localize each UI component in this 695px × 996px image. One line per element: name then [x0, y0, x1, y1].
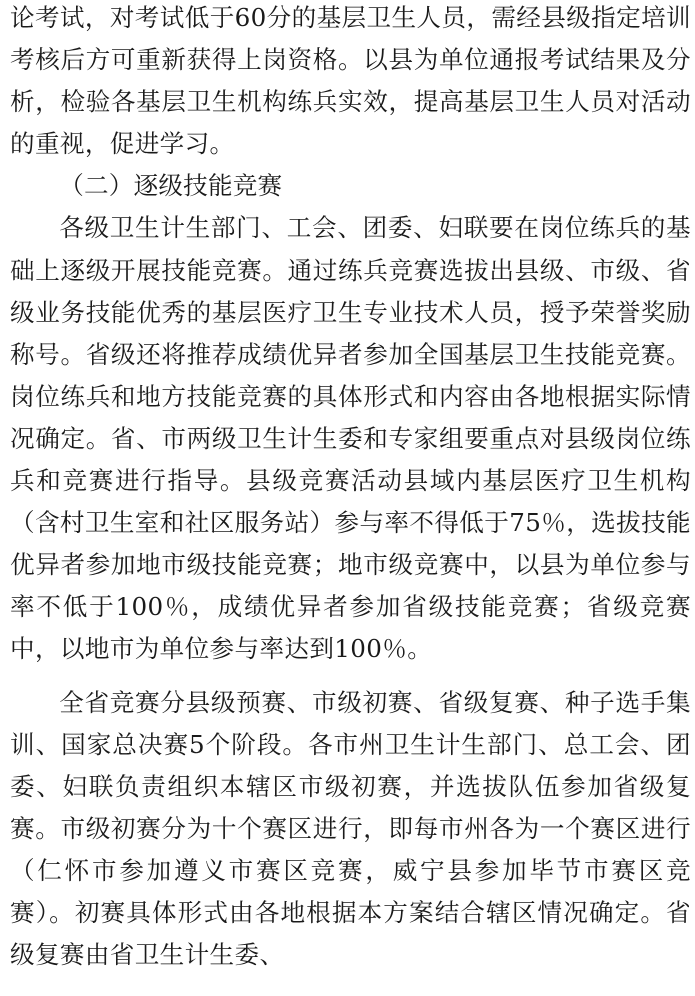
paragraph-competition-overview: 各级卫生计生部门、工会、团委、妇联要在岗位练兵的基础上逐级开展技能竞赛。通过练兵竞赛选拔出县级、市级、省级业务技能优秀的基层医疗卫生专业技术人员，授予荣誉奖励称号。省级还将推荐成绩优异者参加全国基层卫生技能竞赛。岗位练兵和地方技能竞赛的具体形式和内容由各地根据实际情况确定。省、市两级卫生计生委和专家组要重点对县级岗位练兵和竞赛进行指导。县级竞赛活动县域内基层医疗卫生机构（含村卫生室和社区服务站）参与率不得低于75％，选拔技能优异者参加地市级技能竞赛；地市级竞赛中，以县为单位参与率不低于100％，成绩优异者参加省级技能竞赛；省级竞赛中，以地市为单位参与率达到100％。 [10, 213, 691, 664]
paragraph-exam-result: 论考试，对考试低于60分的基层卫生人员，需经县级指定培训考核后方可重新获得上岗资格。以县为单位通报考试结果及分析，检验各基层卫生机构练兵实效，提高基层卫生人员对活动的重视，促进学习。 [10, 3, 691, 159]
section-heading-skill-competition: （二）逐级技能竞赛 [59, 171, 283, 201]
paragraph-competition-stages: 全省竞赛分县级预赛、市级初赛、省级复赛、种子选手集训、国家总决赛5个阶段。各市州卫生计生部门、总工会、团委、妇联负责组织本辖区市级初赛，并选拔队伍参加省级复赛。市级初赛分为十个赛区进行，即每市州各为一个赛区进行（仁怀市参加遵义市赛区竞赛，威宁县参加毕节市赛区竞赛）。初赛具体形式由各地根据本方案结合辖区情况确定。省级复赛由省卫生计生委、 [10, 687, 691, 970]
